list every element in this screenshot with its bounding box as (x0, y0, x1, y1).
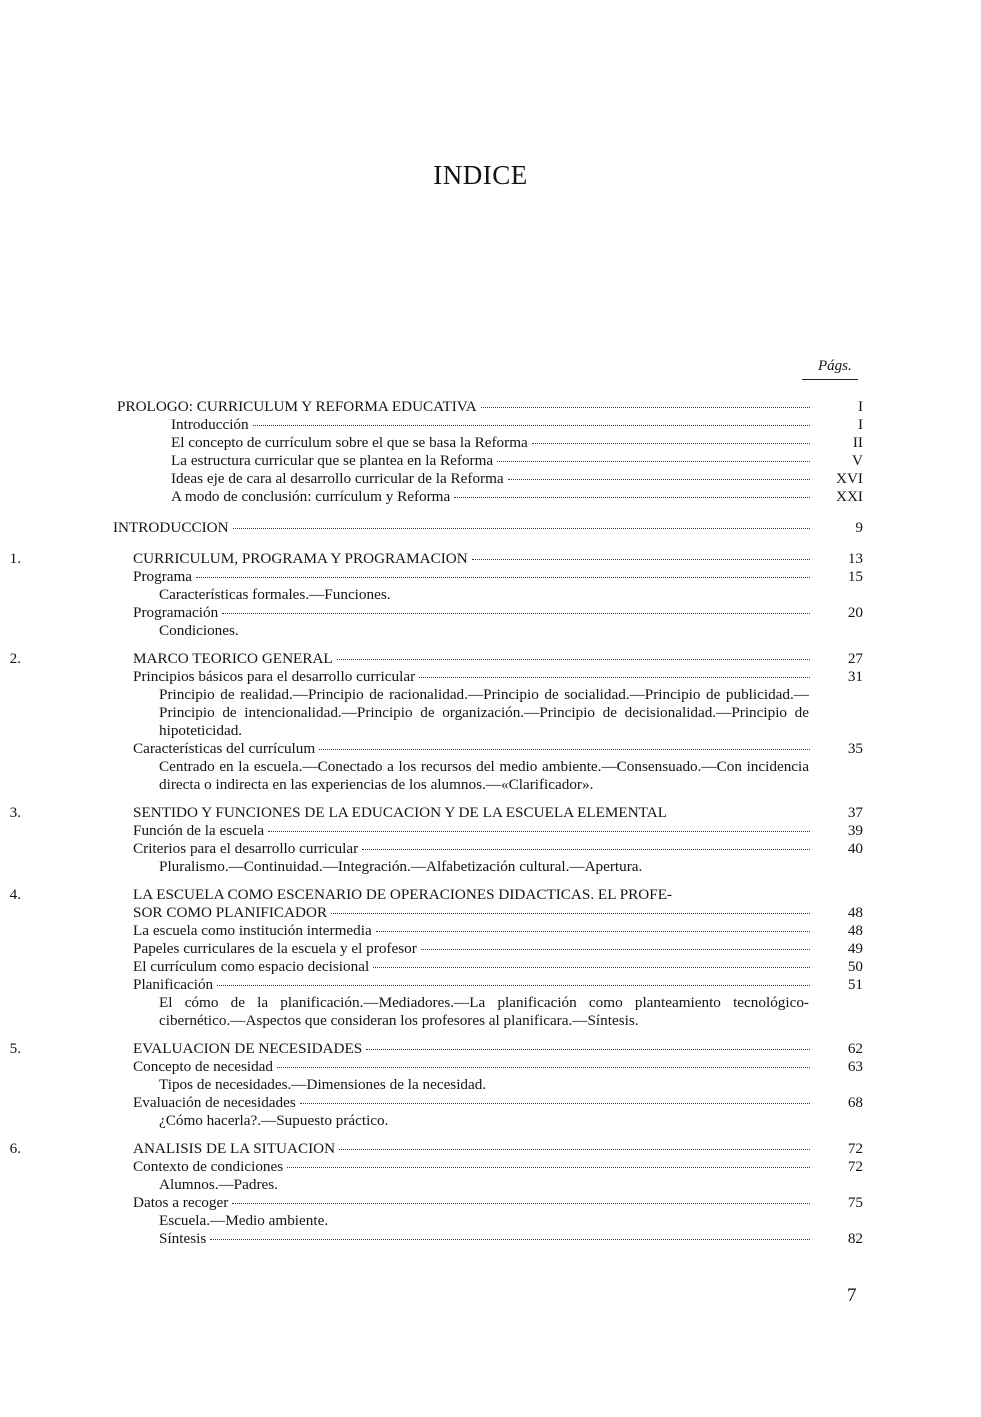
toc-entry-page: I (857, 398, 863, 415)
chapter-page: 27 (847, 650, 863, 667)
chapter-page: 37 (847, 804, 863, 821)
toc-entry-prologo (113, 398, 863, 416)
toc-entry-introduccion (113, 519, 863, 537)
chapter-page: 13 (847, 550, 863, 567)
toc-section (113, 1158, 863, 1176)
dot-leader (277, 1066, 810, 1068)
section-title: Función de la escuela (133, 822, 265, 839)
dot-leader (671, 813, 810, 814)
section-title: La escuela como institución intermedia (133, 922, 372, 939)
toc-subentry (113, 470, 863, 488)
dot-leader (508, 478, 810, 480)
toc-section (113, 840, 863, 858)
dot-leader (232, 1202, 810, 1204)
chapter-page: 72 (847, 1140, 863, 1157)
section-description: Principio de realidad.—Principio de racionalidad.—Principio de socialidad.—Principio de publicidad.—Principio de intencionalidad.—Principio de organización.—Principio de decisionalidad.—Principio de hipoteticidad. (159, 686, 809, 739)
toc-subentry-title: Introducción (171, 416, 249, 433)
chapter-title: ANALISIS DE LA SITUACION (133, 1140, 336, 1157)
chapter-title: MARCO TEORICO GENERAL (133, 650, 333, 667)
dot-leader (217, 984, 810, 986)
section-page: 72 (847, 1158, 863, 1175)
toc-section (113, 958, 863, 976)
dot-leader (454, 496, 810, 498)
toc-section (113, 976, 863, 994)
section-page: 40 (847, 840, 863, 857)
toc-entry-title: INTRODUCCION (113, 519, 229, 536)
dot-leader (222, 612, 810, 614)
chapter-number: 5. (9, 1040, 21, 1057)
section-description: Tipos de necesidades.—Dimensiones de la necesidad. (159, 1076, 487, 1093)
section-description: ¿Cómo hacerla?.—Supuesto práctico. (159, 1112, 389, 1129)
subsection-page: 82 (847, 1230, 863, 1247)
chapter-title-line-1: LA ESCUELA COMO ESCENARIO DE OPERACIONES DIDACTICAS. EL PROFE- (133, 886, 673, 903)
toc-section (113, 1058, 863, 1076)
toc-subentry-title: A modo de conclusión: currículum y Reforma (171, 488, 451, 505)
toc-subentry-title: El concepto de currículum sobre el que se basa la Reforma (171, 434, 528, 451)
dot-leader (366, 1048, 810, 1050)
toc-subentry-page: XXI (836, 488, 863, 505)
section-title: Programación (133, 604, 219, 621)
chapter-title: CURRICULUM, PROGRAMA Y PROGRAMACION (133, 550, 468, 567)
toc-chapter-6 (9, 1140, 863, 1158)
dot-leader (210, 1238, 810, 1240)
section-title: Criterios para el desarrollo curricular (133, 840, 359, 857)
toc-chapter-3 (9, 804, 863, 822)
dot-leader (253, 424, 810, 426)
chapter-number: 1. (9, 550, 21, 567)
toc-section (113, 922, 863, 940)
section-title: Contexto de condiciones (133, 1158, 284, 1175)
toc-chapter-4-cont (113, 904, 863, 922)
section-description: Centrado en la escuela.—Conectado a los recursos del medio ambiente.—Consensuado.—Con incidencia directa o indirecta en las experiencias de los alumnos.—«Clarificador». (159, 758, 809, 793)
chapter-number: 4. (9, 886, 21, 903)
table-of-contents (9, 398, 863, 1248)
section-page: 39 (847, 822, 863, 839)
pages-label-rule (802, 379, 858, 380)
section-page: 31 (847, 668, 863, 685)
section-description: Características formales.—Funciones. (159, 586, 391, 603)
dot-leader (287, 1166, 810, 1168)
toc-entry-title: PROLOGO: CURRICULUM Y REFORMA EDUCATIVA (117, 398, 477, 415)
chapter-number: 2. (9, 650, 21, 667)
chapter-title-line-2: SOR COMO PLANIFICADOR (133, 904, 328, 921)
page-title: INDICE (433, 160, 528, 190)
section-description: El cómo de la planificación.—Mediadores.—La planificación como planteamiento tecnológico-cibernético.—Aspectos que consideran los profesores al planificara.—Síntesis. (159, 994, 809, 1029)
section-title: Evaluación de necesidades (133, 1094, 296, 1111)
dot-leader (481, 406, 810, 408)
section-description: Pluralismo.—Continuidad.—Integración.—Alfabetización cultural.—Apertura. (159, 858, 643, 875)
section-page: 48 (847, 922, 863, 939)
chapter-title: SENTIDO Y FUNCIONES DE LA EDUCACION Y DE LA ESCUELA ELEMENTAL (133, 804, 667, 821)
toc-entry-page: 9 (855, 519, 863, 536)
section-title: Concepto de necesidad (133, 1058, 274, 1075)
section-page: 75 (847, 1194, 863, 1211)
section-page: 68 (847, 1094, 863, 1111)
dot-leader (362, 848, 810, 850)
dot-leader (196, 576, 810, 578)
section-description: Escuela.—Medio ambiente. (159, 1212, 329, 1229)
toc-section (113, 1094, 863, 1112)
dot-leader (373, 966, 810, 968)
toc-section (113, 604, 863, 622)
chapter-page: 62 (847, 1040, 863, 1057)
toc-subentry-page: XVI (836, 470, 863, 487)
toc-section (113, 940, 863, 958)
dot-leader (532, 442, 810, 444)
section-page: 63 (847, 1058, 863, 1075)
section-title: Principios básicos para el desarrollo curricular (133, 668, 416, 685)
toc-subentry-title: Ideas eje de cara al desarrollo curricular de la Reforma (171, 470, 504, 487)
dot-leader (337, 658, 810, 660)
section-title: Características del currículum (133, 740, 316, 757)
section-title: Datos a recoger (133, 1194, 229, 1211)
toc-chapter-4 (9, 886, 863, 904)
chapter-page: 48 (847, 904, 863, 921)
toc-section (113, 822, 863, 840)
section-description: Alumnos.—Padres. (159, 1176, 278, 1193)
toc-section (113, 1194, 863, 1212)
toc-section (113, 568, 863, 586)
toc-subentry-page: II (852, 434, 863, 451)
section-page: 50 (847, 958, 863, 975)
section-title: Planificación (133, 976, 214, 993)
toc-subentry-page: V (852, 452, 863, 469)
section-description: Condiciones. (159, 622, 239, 639)
dot-leader (376, 930, 810, 932)
toc-chapter-1 (9, 550, 863, 568)
section-page: 35 (847, 740, 863, 757)
chapter-number: 3. (9, 804, 21, 821)
section-page: 51 (847, 976, 863, 993)
toc-chapter-2 (9, 650, 863, 668)
dot-leader (472, 558, 810, 560)
pages-column-label: Págs. (818, 358, 852, 374)
dot-leader (300, 1102, 810, 1104)
dot-leader (339, 1148, 810, 1150)
dot-leader (419, 676, 810, 678)
dot-leader (268, 830, 810, 832)
section-title: El currículum como espacio decisional (133, 958, 370, 975)
chapter-title: EVALUACION DE NECESIDADES (133, 1040, 363, 1057)
toc-subentry (113, 416, 863, 434)
dot-leader (319, 748, 810, 750)
dot-leader (233, 527, 810, 529)
toc-subentry (113, 488, 863, 506)
toc-section (113, 668, 863, 686)
toc-chapter-5 (9, 1040, 863, 1058)
toc-subentry (113, 434, 863, 452)
section-title: Programa (133, 568, 193, 585)
toc-subsection (113, 1230, 863, 1248)
toc-subentry (113, 452, 863, 470)
dot-leader (497, 460, 810, 462)
dot-leader (331, 912, 810, 914)
section-page: 20 (847, 604, 863, 621)
toc-subentry-page: I (857, 416, 863, 433)
section-page: 15 (847, 568, 863, 585)
toc-subentry-title: La estructura curricular que se plantea en la Reforma (171, 452, 494, 469)
dot-leader (421, 948, 810, 950)
chapter-number: 6. (9, 1140, 21, 1157)
subsection-title: Síntesis (159, 1230, 207, 1247)
section-page: 49 (847, 940, 863, 957)
section-title: Papeles curriculares de la escuela y el profesor (133, 940, 417, 957)
toc-section (113, 740, 863, 758)
page-number: 7 (847, 1285, 857, 1306)
